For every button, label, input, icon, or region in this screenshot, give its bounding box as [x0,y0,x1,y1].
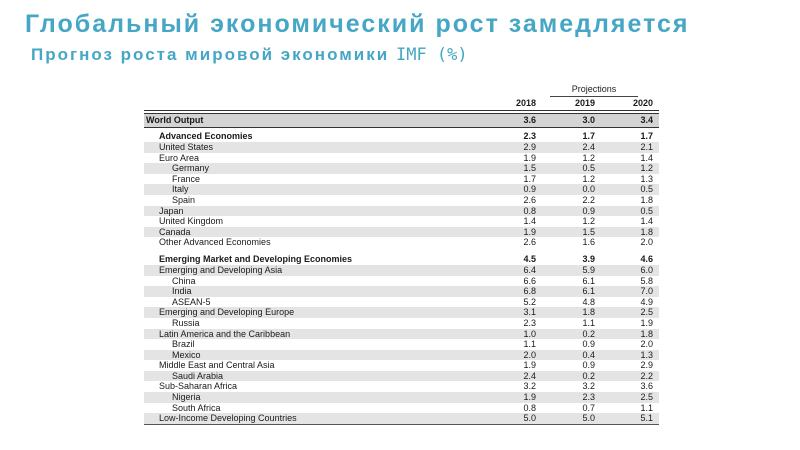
cell-2020: 0.5 [640,184,653,195]
cell-2019: 0.9 [582,205,595,216]
row-label: Germany [172,163,210,174]
cell-2019: 6.1 [582,275,595,286]
cell-2018: 1.1 [523,339,536,350]
cell-2019: 1.2 [582,152,595,163]
cell-2019: 1.5 [582,226,595,237]
cell-2019: 1.2 [582,216,595,227]
cell-2020: 2.5 [640,392,653,403]
cell-2019: 0.2 [582,328,595,339]
cell-2018: 2.0 [523,349,536,360]
table-row [144,206,659,217]
table-row [144,350,659,361]
table-body [144,113,659,424]
table-header-row [144,98,659,111]
cell-2020: 7.0 [640,286,653,297]
row-label: Advanced Economies [159,131,253,141]
row-label: Japan [159,205,184,216]
cell-2019: 0.9 [582,339,595,350]
cell-2019: 4.8 [582,296,595,307]
cell-2019: 6.1 [582,286,595,297]
row-label: ASEAN-5 [172,296,211,307]
table-row [144,360,659,371]
cell-2019: 0.9 [582,360,595,371]
cell-2020: 4.9 [640,296,653,307]
cell-2020: 1.9 [640,317,653,328]
row-label: Spain [172,194,196,205]
row-label: Middle East and Central Asia [159,360,275,371]
table-row [144,216,659,227]
row-label: Low-Income Developing Countries [159,413,297,424]
cell-2020: 1.7 [640,131,653,141]
row-label: Emerging and Developing Asia [159,264,283,275]
cell-2018: 2.6 [523,194,536,205]
table-row [144,297,659,308]
subtitle-main: Прогноз роста мировой экономики [31,45,390,64]
cell-2018: 3.1 [523,307,536,318]
cell-2019: 2.3 [582,392,595,403]
cell-2018: 1.4 [523,216,536,227]
cell-2020: 2.5 [640,307,653,318]
table-row [144,329,659,340]
cell-2019: 3.0 [582,115,595,125]
cell-2019: 0.5 [582,163,595,174]
cell-2018: 1.9 [523,392,536,403]
cell-2020: 1.4 [640,216,653,227]
cell-2019: 1.7 [582,131,595,141]
table-row [144,403,659,414]
cell-2018: 5.2 [523,296,536,307]
table-row [144,184,659,195]
table-row [144,142,659,153]
table-row [144,195,659,206]
cell-2020: 3.6 [640,381,653,392]
cell-2018: 0.9 [523,184,536,195]
cell-2020: 2.0 [640,339,653,350]
page-subtitle [31,45,468,65]
cell-2020: 2.0 [640,237,653,248]
table-row [144,318,659,329]
cell-2018: 4.5 [523,253,536,264]
cell-2018: 2.3 [523,131,536,141]
cell-2018: 2.9 [523,142,536,152]
row-label: France [172,173,201,184]
cell-2020: 1.3 [640,349,653,360]
cell-2020: 1.8 [640,328,653,339]
row-label: Sub-Saharan Africa [159,381,238,392]
projections-label: Projections [571,84,617,94]
row-label: Italy [172,184,189,195]
table-row [144,286,659,297]
row-label: China [172,275,196,286]
row-label: Euro Area [159,152,200,163]
row-label: United Kingdom [159,216,224,227]
table-row [144,381,659,392]
cell-2020: 2.2 [640,370,653,381]
cell-2019: 0.0 [582,184,595,195]
table-row [144,339,659,350]
cell-2018: 0.8 [523,402,536,413]
cell-2018: 5.0 [523,413,536,424]
cell-2020: 1.2 [640,163,653,174]
cell-2019: 3.9 [582,253,595,264]
cell-2020: 5.1 [640,413,653,424]
cell-2020: 1.3 [640,173,653,184]
cell-2020: 2.1 [640,142,653,152]
cell-2019: 1.6 [582,237,595,248]
cell-2018: 2.3 [523,317,536,328]
row-label: Mexico [172,349,201,360]
year-header-2018: 2018 [515,98,536,108]
cell-2019: 3.2 [582,381,595,392]
table-row [144,153,659,164]
table-row [144,253,659,265]
cell-2018: 3.6 [523,115,536,125]
subtitle-imf: IMF (%) [395,45,468,65]
cell-2018: 6.8 [523,286,536,297]
cell-2019: 0.4 [582,349,595,360]
table-row [144,174,659,185]
table-row [144,307,659,318]
table-row [144,237,659,248]
cell-2019: 5.0 [582,413,595,424]
cell-2019: 0.7 [582,402,595,413]
table-row [144,130,659,142]
cell-2020: 3.4 [640,115,653,125]
cell-2019: 1.1 [582,317,595,328]
cell-2018: 3.2 [523,381,536,392]
cell-2018: 6.4 [523,264,536,275]
cell-2018: 1.9 [523,152,536,163]
table-row [144,265,659,276]
table-row [144,163,659,174]
cell-2020: 1.1 [640,402,653,413]
cell-2018: 2.4 [523,370,536,381]
cell-2018: 6.6 [523,275,536,286]
row-label: Latin America and the Caribbean [159,328,291,339]
cell-2019: 1.8 [582,307,595,318]
row-label: Emerging and Developing Europe [159,307,295,318]
cell-2020: 5.8 [640,275,653,286]
cell-2019: 5.9 [582,264,595,275]
cell-2020: 0.5 [640,205,653,216]
row-label: Nigeria [172,392,201,403]
cell-2020: 1.4 [640,152,653,163]
cell-2018: 1.0 [523,328,536,339]
page-title: Глобальный экономический рост замедляется [25,10,690,38]
cell-2020: 4.6 [640,253,653,264]
cell-2020: 1.8 [640,194,653,205]
projections-rule [550,96,638,97]
row-label: Other Advanced Economies [159,237,271,248]
cell-2019: 0.2 [582,370,595,381]
row-label: South Africa [172,402,221,413]
cell-2018: 1.5 [523,163,536,174]
table-row [144,413,659,424]
year-header-2020: 2020 [632,98,653,108]
cell-2018: 1.9 [523,360,536,371]
table-row [144,371,659,382]
table-row [144,113,659,128]
cell-2018: 1.7 [523,173,536,184]
cell-2020: 1.8 [640,226,653,237]
row-label: Brazil [172,339,195,350]
cell-2018: 0.8 [523,205,536,216]
cell-2018: 1.9 [523,226,536,237]
row-label: Emerging Market and Developing Economies [159,253,353,264]
cell-2020: 2.9 [640,360,653,371]
row-label: World Output [146,115,204,125]
row-label: Canada [159,226,191,237]
table-row [144,276,659,287]
cell-2018: 2.6 [523,237,536,248]
table-row [144,392,659,403]
row-label: United States [159,142,214,152]
cell-2019: 2.2 [582,194,595,205]
year-header-2019: 2019 [574,98,595,108]
table-row [144,227,659,238]
cell-2019: 1.2 [582,173,595,184]
row-label: Saudi Arabia [172,370,224,381]
table-bottom-rule [144,424,659,425]
row-label: India [172,286,192,297]
row-label: Russia [172,317,200,328]
cell-2019: 2.4 [582,142,595,152]
cell-2020: 6.0 [640,264,653,275]
